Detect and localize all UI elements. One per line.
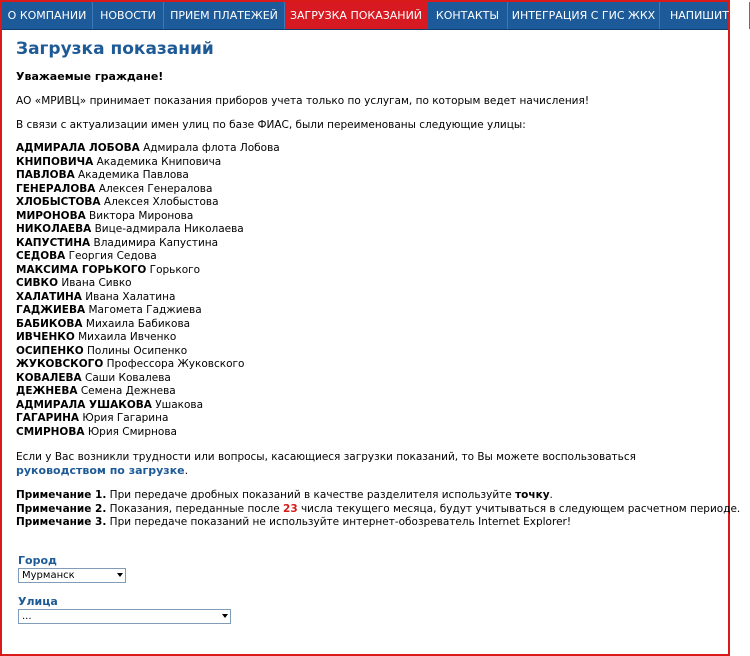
intro-text: АО «МРИВЦ» принимает показания приборов учета только по услугам, по которым ведет начисления!	[16, 95, 590, 107]
street-new-name: Ушакова	[155, 398, 204, 411]
list-item	[16, 156, 280, 170]
street-old-name: СМИРНОВА	[16, 425, 85, 438]
rename-intro-text: В связи с актуализации имен улиц по базе ФИАС, были переименованы следующие улицы:	[16, 119, 526, 131]
chevron-down-icon	[222, 614, 228, 618]
help-link-line	[16, 464, 188, 477]
street-old-name: МАКСИМА ГОРЬКОГО	[16, 263, 147, 276]
note-label: Примечание 1.	[16, 489, 107, 501]
list-item	[16, 277, 280, 291]
street-old-name: НИКОЛАЕВА	[16, 223, 92, 235]
list-item	[16, 358, 280, 372]
street-old-name: ГАГАРИНА	[16, 412, 80, 424]
note-item	[16, 489, 740, 503]
street-select-value: ...	[22, 611, 32, 622]
list-item	[16, 210, 280, 224]
street-new-name: Профессора Жуковского	[106, 358, 245, 370]
note-text: При передаче дробных показаний в качестве разделителя используйте	[106, 489, 516, 501]
list-item	[16, 237, 280, 251]
list-item	[16, 196, 280, 210]
page-title: Загрузка показаний	[16, 39, 214, 59]
chevron-down-icon	[117, 573, 123, 577]
list-item	[16, 331, 280, 345]
street-old-name: АДМИРАЛА ЛОБОВА	[16, 142, 140, 154]
street-new-name: Юрия Смирнова	[87, 425, 177, 438]
list-item	[16, 399, 280, 413]
note-item	[16, 516, 740, 530]
street-old-name: СЕДОВА	[16, 250, 66, 262]
city-select[interactable]	[18, 568, 126, 583]
list-item	[16, 412, 280, 426]
street-new-name: Полины Осипенко	[87, 344, 188, 357]
list-item	[16, 318, 280, 332]
street-new-name: Ивана Халатина	[85, 290, 176, 303]
list-item	[16, 264, 280, 278]
list-item	[16, 250, 280, 264]
nav-item-news[interactable]: НОВОСТИ	[93, 2, 164, 29]
note-label: Примечание 3.	[16, 516, 107, 528]
note-tail: числа текущего месяца, будут учитываться в следующем расчетном периоде.	[297, 502, 741, 515]
list-item	[16, 304, 280, 318]
street-rename-list	[16, 142, 280, 439]
list-item	[16, 426, 280, 440]
street-old-name: ЖУКОВСКОГО	[16, 358, 104, 370]
street-new-name: Академика Павлова	[78, 169, 189, 181]
street-old-name: ДЕЖНЕВА	[16, 385, 78, 397]
street-old-name: СИВКО	[16, 277, 59, 289]
list-item	[16, 142, 280, 156]
street-new-name: Михаила Ивченко	[78, 331, 177, 343]
street-new-name: Горького	[149, 263, 201, 276]
street-old-name: ХЛОБЫСТОВА	[16, 196, 101, 208]
street-new-name: Адмирала флота Лобова	[143, 142, 280, 154]
street-select[interactable]	[18, 609, 231, 624]
street-old-name: КОВАЛЕВА	[16, 371, 82, 384]
street-old-name: ГАДЖИЕВА	[16, 304, 86, 316]
street-new-name: Михаила Бабикова	[85, 317, 191, 330]
street-new-name: Георгия Седова	[68, 250, 157, 262]
street-new-name: Алексея Хлобыстова	[103, 196, 219, 208]
street-new-name: Семена Дежнева	[80, 385, 176, 397]
note-label: Примечание 2.	[16, 502, 107, 515]
note-item	[16, 503, 740, 517]
nav-item-contacts[interactable]: КОНТАКТЫ	[428, 2, 508, 29]
list-item	[16, 291, 280, 305]
nav-item-meter-upload[interactable]: ЗАГРУЗКА ПОКАЗАНИЙ	[285, 2, 428, 29]
note-text: Показания, переданные после	[106, 502, 284, 515]
list-item	[16, 169, 280, 183]
street-new-name: Вице-адмирала Николаева	[94, 223, 244, 235]
top-nav	[2, 2, 736, 30]
city-label: Город	[18, 554, 57, 567]
street-new-name: Магомета Гаджиева	[88, 304, 202, 316]
nav-item-about[interactable]: О КОМПАНИИ	[2, 2, 93, 29]
help-text: Если у Вас возникли трудности или вопросы, касающиеся загрузки показаний, то Вы можете воспользоваться	[16, 451, 636, 463]
notes-list	[16, 489, 740, 530]
street-old-name: ИВЧЕНКО	[16, 331, 75, 343]
street-old-name: ОСИПЕНКО	[16, 344, 84, 357]
nav-item-payments[interactable]: ПРИЕМ ПЛАТЕЖЕЙ	[164, 2, 285, 29]
street-old-name: АДМИРАЛА УШАКОВА	[16, 398, 152, 411]
help-link-suffix: .	[184, 464, 189, 477]
street-old-name: ПАВЛОВА	[16, 169, 75, 181]
street-old-name: МИРОНОВА	[16, 209, 86, 222]
list-item	[16, 183, 280, 197]
note-tail: .	[549, 489, 553, 501]
city-select-value: Мурманск	[22, 570, 75, 581]
greeting-text: Уважаемые граждане!	[16, 70, 164, 83]
nav-item-write[interactable]: НАПИШИТЕ	[660, 2, 750, 29]
list-item	[16, 385, 280, 399]
street-old-name: КАПУСТИНА	[16, 236, 91, 249]
guide-link[interactable]: руководством по загрузке	[16, 464, 185, 477]
street-new-name: Владимира Капустина	[93, 236, 219, 249]
street-new-name: Юрия Гагарина	[82, 412, 169, 424]
street-old-name: ХАЛАТИНА	[16, 290, 82, 303]
street-old-name: КНИПОВИЧА	[16, 155, 94, 168]
note-emphasis: 23	[283, 502, 298, 515]
street-new-name: Саши Ковалева	[85, 371, 171, 384]
note-text: При передаче показаний не используйте интернет-обозреватель Internet Explorer!	[106, 516, 572, 528]
street-label: Улица	[18, 595, 58, 608]
street-old-name: БАБИКОВА	[16, 317, 83, 330]
street-old-name: ГЕНЕРАЛОВА	[16, 182, 96, 195]
note-emphasis: точку	[515, 489, 550, 501]
nav-item-gis-integration[interactable]: ИНТЕГРАЦИЯ С ГИС ЖКХ	[508, 2, 660, 29]
list-item	[16, 223, 280, 237]
street-new-name: Виктора Миронова	[89, 209, 194, 222]
list-item	[16, 345, 280, 359]
list-item	[16, 372, 280, 386]
street-new-name: Академика Книповича	[96, 155, 222, 168]
street-new-name: Ивана Сивко	[61, 277, 132, 289]
street-new-name: Алексея Генералова	[98, 182, 213, 195]
